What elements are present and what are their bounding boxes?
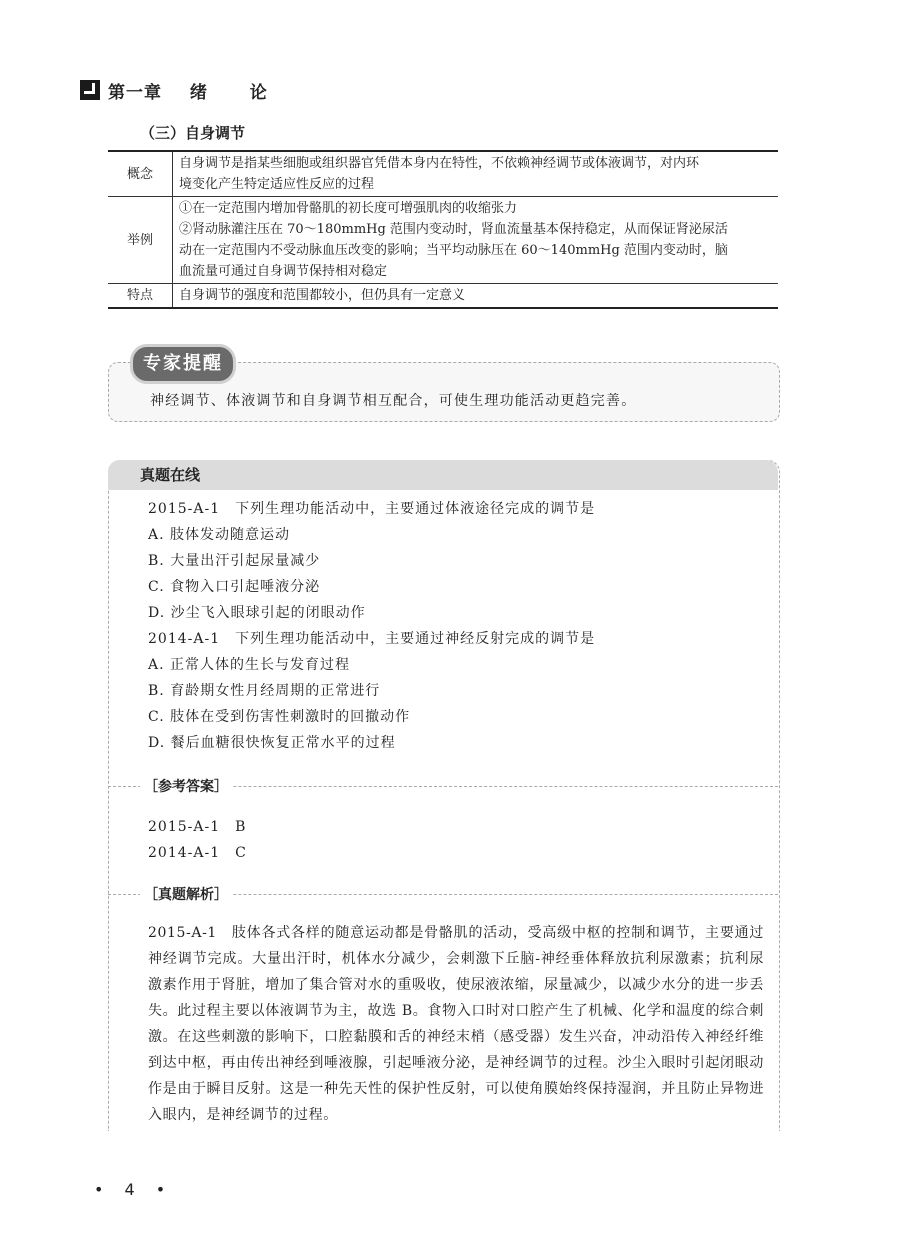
row-text-line: ②肾动脉灌注压在 70～180mmHg 范围内变动时，肾血流量基本保持稳定，从而保证肾泌尿活 xyxy=(179,222,728,237)
question-option: B. 大量出汗引起尿量减少 xyxy=(148,553,321,569)
question-option: A. 肢体发动随意运动 xyxy=(148,527,291,543)
row-content xyxy=(173,284,779,309)
row-text-line: 境变化产生特定适应性反应的过程 xyxy=(179,177,375,192)
table-row xyxy=(108,197,778,284)
row-label: 特点 xyxy=(108,284,173,309)
question-option: C. 食物入口引起唾液分泌 xyxy=(148,579,321,595)
row-text-line: 动在一定范围内不受动脉血压改变的影响；当平均动脉压在 60～140mmHg 范围内变动时，脑 xyxy=(179,243,728,258)
table-row xyxy=(108,151,778,197)
answer-label: ［参考答案］ xyxy=(140,776,232,796)
row-label: 概念 xyxy=(108,151,173,197)
page-number: • 4 • xyxy=(94,1180,174,1199)
question-option: B. 育龄期女性月经周期的正常进行 xyxy=(148,683,381,699)
chapter-title xyxy=(108,78,268,103)
answer-line: 2014-A-1 C xyxy=(148,845,247,861)
row-text-line: 血流量可通过自身调节保持相对稳定 xyxy=(179,264,388,279)
analysis-label: ［真题解析］ xyxy=(140,884,232,904)
row-text-line: ①在一定范围内增加骨骼肌的初长度可增强肌肉的收缩张力 xyxy=(179,201,518,216)
chapter-header xyxy=(80,78,268,102)
section-title: （三）自身调节 xyxy=(140,124,246,142)
expert-tip-text: 神经调节、体液调节和自身调节相互配合，可使生理功能活动更趋完善。 xyxy=(150,393,637,409)
table-row xyxy=(108,284,778,309)
quiz-header-bar xyxy=(108,460,778,490)
question-option: D. 沙尘飞入眼球引起的闭眼动作 xyxy=(148,605,366,621)
question-stem: 2014-A-1 下列生理功能活动中，主要通过神经反射完成的调节是 xyxy=(148,631,596,647)
row-content xyxy=(173,197,779,284)
chapter-title-part-1: 绪 xyxy=(189,82,208,103)
answer-line: 2015-A-1 B xyxy=(148,819,247,835)
analysis-paragraph: 2015-A-1 肢体各式各样的随意运动都是骨骼肌的活动，受高级中枢的控制和调节，主要通过神经调节完成。大量出汗时，机体水分减少，会刺激下丘脑-神经垂体释放抗利尿激素；抗利尿激素作用于肾脏，增加了集合管对水的重吸收，使尿液浓缩，尿量减少，以减少水分的进一步丢失。此过程主要以体液调节为主，故选 B。食物入口时对口腔产生了机械、化学和温度的综合刺激。在这些刺激的影响下，口腔黏膜和舌的神经末梢（感受器）发生兴奋，冲动沿传入神经纤维到达中枢，再由传出神经到唾液腺，引起唾液分泌，是神经调节的过程。沙尘入眼时引起闭眼动作是由于瞬目反射。这是一种先天性的保护性反射，可以使角膜始终保持湿润，并且防止异物进入眼内，是神经调节的过程。 xyxy=(148,925,764,1123)
chapter-number: 第一章 xyxy=(108,82,162,103)
question-stem: 2015-A-1 下列生理功能活动中，主要通过体液途径完成的调节是 xyxy=(148,501,596,517)
row-label: 举例 xyxy=(108,197,173,284)
question-option: C. 肢体在受到伤害性刺激时的回撤动作 xyxy=(148,709,411,725)
row-text-line: 自身调节的强度和范围都较小，但仍具有一定意义 xyxy=(179,288,466,303)
row-text-line: 自身调节是指某些细胞或组织器官凭借本身内在特性，不依赖神经调节或体液调节，对内环 xyxy=(179,156,700,171)
row-content xyxy=(173,151,779,197)
question-option: A. 正常人体的生长与发育过程 xyxy=(148,657,351,673)
quiz-title: 真题在线 xyxy=(140,466,201,484)
page-number-value: 4 xyxy=(124,1180,143,1199)
expert-tip-badge: 专家提醒 xyxy=(130,344,236,384)
question-option: D. 餐后血糖很快恢复正常水平的过程 xyxy=(148,735,396,751)
chapter-arrow-icon xyxy=(80,80,100,100)
chapter-title-part-2: 论 xyxy=(249,82,268,103)
self-regulation-table xyxy=(108,150,778,309)
